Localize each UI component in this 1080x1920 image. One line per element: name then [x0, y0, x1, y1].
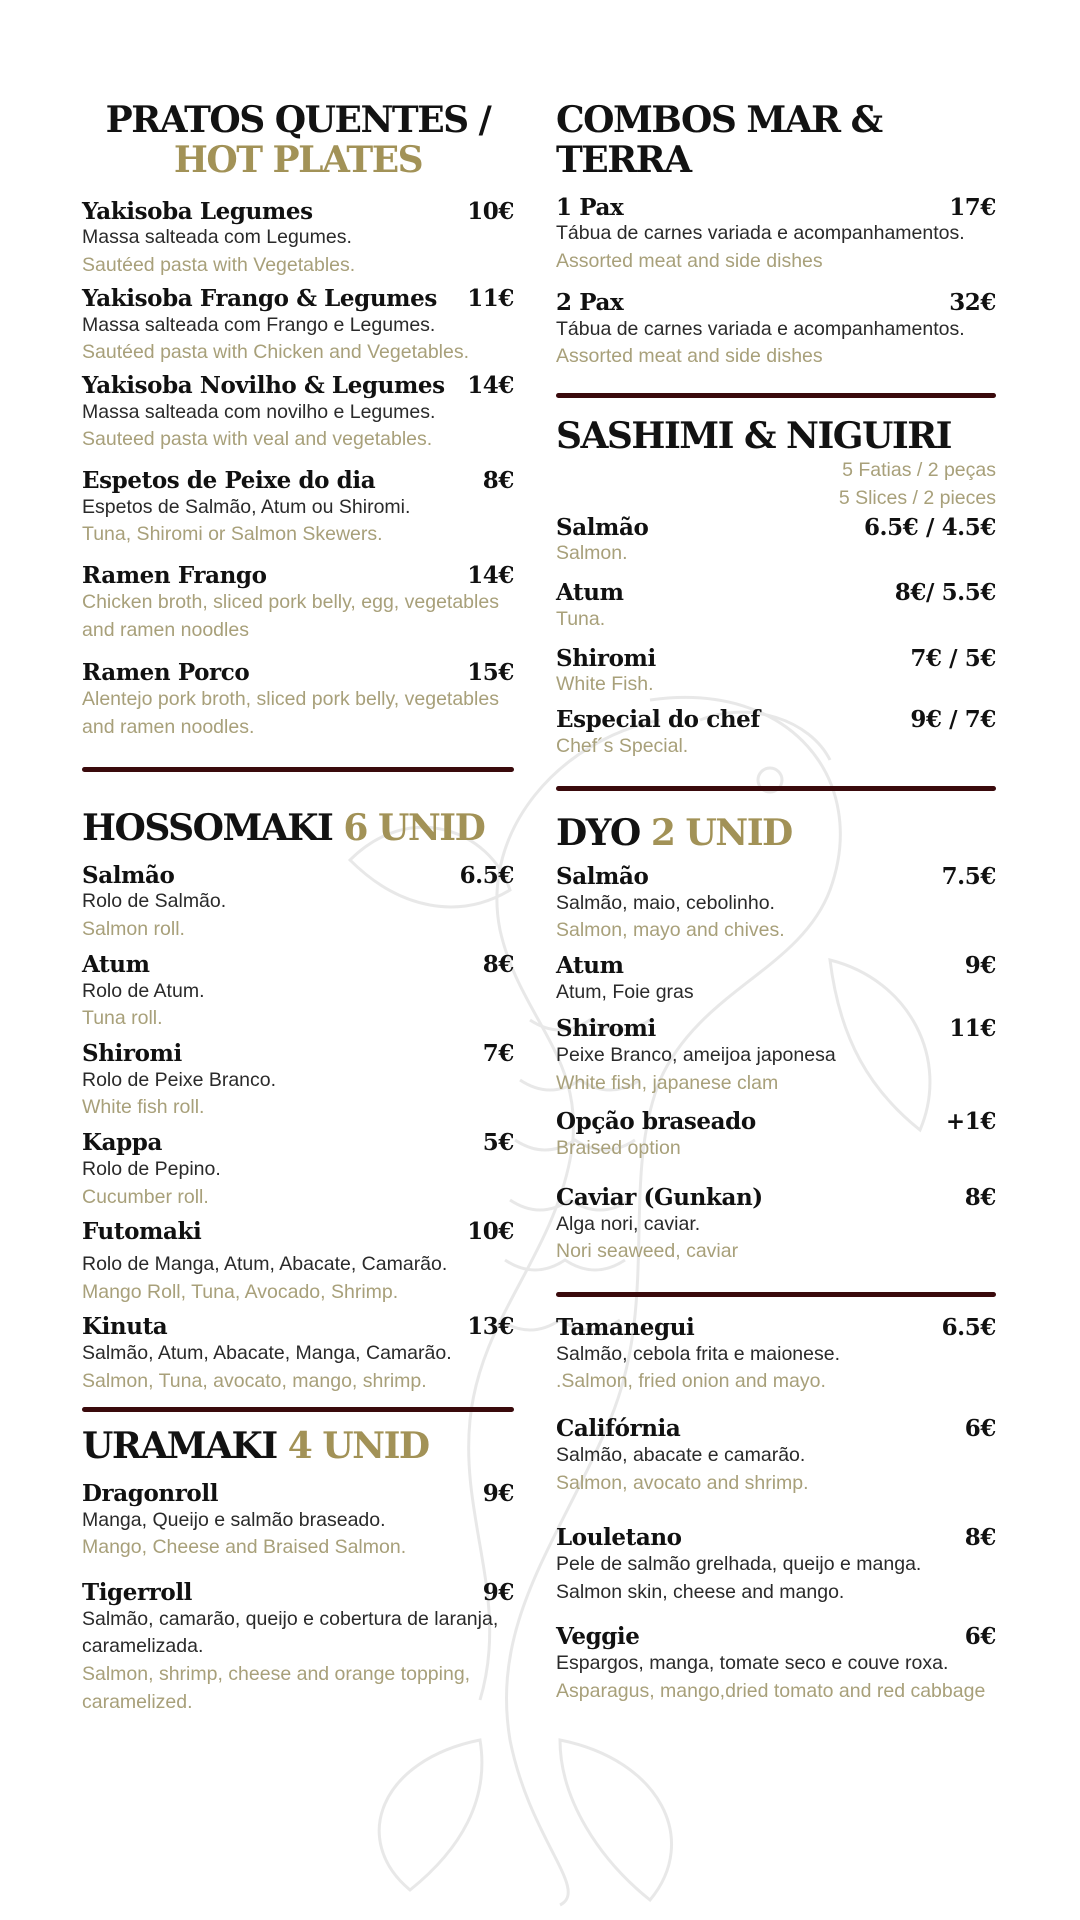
item-desc-en: Salmon, avocato and shrimp. [556, 1471, 809, 1494]
item-desc-pt: Salmão, camarão, queijo e cobertura de laranja, caramelizada. [82, 1607, 499, 1658]
item-name: Shiromi [556, 1015, 656, 1043]
right-column [556, 100, 996, 1706]
section-divider [556, 393, 996, 398]
menu-item [82, 199, 514, 280]
item-price: 14€ [467, 562, 514, 590]
item-desc-en: White Fish. [556, 673, 654, 696]
dyo-title: DYO [556, 812, 640, 855]
item-price: 11€ [467, 284, 514, 312]
item-price: 14€ [467, 371, 514, 399]
menu-item [82, 1314, 514, 1395]
item-name: Caviar (Gunkan) [556, 1183, 763, 1211]
section-divider [556, 786, 996, 791]
item-price: 8€ [482, 467, 514, 494]
item-name: Especial do chef [556, 706, 760, 734]
item-name: Califórnia [556, 1415, 681, 1443]
menu-item [556, 290, 996, 371]
item-desc-pt: Salmão, cebola frita e maionese. [556, 1342, 840, 1365]
item-price: 7.5€ [941, 862, 996, 890]
item-desc-en: Tuna roll. [82, 1007, 163, 1030]
item-name: Salmão [556, 862, 649, 890]
item-price: 6.5€ / 4.5€ [863, 513, 996, 541]
menu-item [556, 1109, 996, 1162]
hossomaki-title: HOSSOMAKI [82, 807, 333, 850]
sashimi-title: SASHIMI & NIGUIRI [556, 414, 952, 457]
item-desc-pt: Salmão, maio, cebolinho. [556, 891, 775, 914]
item-desc-pt: Tábua de carnes variada e acompanhamentos. [556, 222, 965, 245]
item-price: 7€ [482, 1039, 514, 1067]
item-desc-pt: Manga, Queijo e salmão braseado. [82, 1508, 386, 1531]
item-desc-pt: Rolo de Peixe Branco. [82, 1068, 277, 1091]
item-desc-en: Assorted meat and side dishes [556, 345, 823, 368]
item-name: Atum [556, 579, 624, 607]
item-desc-en: Salmon roll. [82, 918, 185, 941]
menu-item [556, 707, 996, 760]
item-name: Yakisoba Frango & Legumes [82, 284, 437, 312]
hot-plates-title-en: HOT PLATES [173, 139, 423, 182]
item-price: 5€ [482, 1129, 514, 1157]
item-desc-pt: Salmão, abacate e camarão. [556, 1443, 806, 1466]
item-price: 9€ / 7€ [910, 706, 996, 734]
item-price: 9€ [482, 1578, 514, 1606]
item-price: 10€ [467, 1218, 514, 1246]
combos-heading [556, 100, 996, 181]
item-desc-en: Salmon, Tuna, avocato, mango, shrimp. [82, 1369, 427, 1392]
item-desc-pt: Massa salteada com Legumes. [82, 226, 352, 249]
menu-item [556, 953, 996, 1006]
item-desc-en: Cucumber roll. [82, 1185, 209, 1208]
menu-item [82, 1580, 514, 1717]
item-name: Yakisoba Legumes [82, 197, 313, 225]
item-desc-pt: Atum, Foie gras [556, 980, 694, 1003]
item-price: 6€ [964, 1415, 996, 1443]
item-desc-en: Tuna. [556, 607, 606, 630]
item-desc-pt: Rolo de Salmão. [82, 890, 227, 913]
sashimi-portion-note-en: 5 Slices / 2 pieces [838, 487, 996, 510]
item-name: Tamanegui [556, 1314, 695, 1342]
item-name: Shiromi [82, 1039, 182, 1067]
item-desc-en: Chicken broth, sliced pork belly, egg, vegetables and ramen noodles [82, 590, 499, 641]
item-name: 1 Pax [556, 193, 624, 221]
item-name: Kinuta [82, 1313, 168, 1341]
item-price: 11€ [949, 1015, 996, 1043]
menu-item [556, 580, 996, 633]
item-price: 6.5€ [941, 1314, 996, 1342]
section-divider [82, 767, 514, 772]
dyo-heading [556, 813, 996, 853]
item-desc-pt: Pele de salmão grelhada, queijo e manga. [556, 1553, 922, 1576]
item-desc-en: White fish, japanese clam [556, 1071, 779, 1094]
item-desc-en: Sautéed pasta with Vegetables. [82, 254, 356, 277]
hossomaki-heading [82, 808, 514, 848]
item-name: 2 Pax [556, 288, 624, 316]
item-desc-pt: Peixe Branco, ameijoa japonesa [556, 1044, 836, 1067]
item-name: Tigerroll [82, 1578, 193, 1606]
item-price: 15€ [467, 659, 514, 687]
item-desc-en: Salmon. [556, 542, 628, 565]
section-divider [556, 1292, 996, 1297]
menu-item [82, 1041, 514, 1122]
item-desc-en: Asparagus, mango,dried tomato and red cabbage [556, 1679, 986, 1702]
item-name: Atum [556, 951, 624, 979]
item-desc-en: Salmon, shrimp, cheese and orange topping, caramelized. [82, 1663, 471, 1713]
item-name: Atum [82, 950, 150, 978]
menu-item [556, 864, 996, 945]
menu-item [82, 563, 514, 644]
item-name: Shiromi [556, 644, 656, 672]
left-column [82, 100, 514, 1716]
item-price: 10€ [467, 197, 514, 225]
hot-plates-heading [82, 100, 514, 181]
uramaki-title: URAMAKI [82, 1425, 277, 1468]
menu-item [82, 1219, 514, 1306]
item-desc-en-plain: Salmon skin, cheese and mango. [556, 1580, 845, 1603]
item-desc-pt: Massa salteada com novilho e Legumes. [82, 400, 436, 423]
item-price: 6.5€ [459, 861, 514, 889]
menu-item [556, 1315, 996, 1396]
item-desc-en: Nori seaweed, caviar [556, 1240, 739, 1263]
section-divider [82, 1407, 514, 1412]
sashimi-heading [556, 416, 996, 456]
item-price: 32€ [949, 288, 996, 316]
menu-item [556, 1185, 996, 1266]
item-name: Dragonroll [82, 1479, 219, 1507]
item-desc-pt: Espetos de Salmão, Atum ou Shiromi. [82, 495, 411, 518]
item-name: Espetos de Peixe do dia [82, 467, 376, 494]
item-price: 8€/ 5.5€ [894, 579, 996, 607]
item-desc-pt: Tábua de carnes variada e acompanhamentos. [556, 317, 965, 340]
item-desc-pt: Alga nori, caviar. [556, 1212, 701, 1235]
menu-item [82, 863, 514, 944]
menu-item [82, 468, 514, 549]
item-price: 7€ / 5€ [910, 644, 996, 672]
menu-item [82, 952, 514, 1033]
item-desc-en: White fish roll. [82, 1096, 205, 1119]
item-desc-en: Salmon, mayo and chives. [556, 919, 785, 942]
item-desc-en: Alentejo pork broth, sliced pork belly, vegetables and ramen noodles. [82, 688, 499, 738]
sashimi-portion-note-pt: 5 Fatias / 2 peças [842, 459, 996, 482]
menu-item [556, 1016, 996, 1097]
item-desc-en: Mango, Cheese and Braised Salmon. [82, 1536, 407, 1559]
menu-item [556, 646, 996, 699]
combos-title: COMBOS MAR & TERRA [556, 99, 882, 182]
menu-item [556, 1416, 996, 1497]
item-desc-pt: Salmão, Atum, Abacate, Manga, Camarão. [82, 1342, 452, 1365]
item-price: 13€ [467, 1313, 514, 1341]
item-desc-pt: Rolo de Atum. [82, 979, 205, 1002]
item-desc-pt: Rolo de Pepino. [82, 1157, 221, 1180]
menu-item [82, 286, 514, 367]
item-name: Louletano [556, 1524, 682, 1552]
item-name: Opção braseado [556, 1108, 756, 1136]
item-name: Ramen Porco [82, 659, 250, 687]
hossomaki-count: 6 UNID [343, 807, 485, 850]
item-price: 17€ [949, 193, 996, 221]
menu-item [556, 195, 996, 276]
item-desc-en: Assorted meat and side dishes [556, 250, 823, 273]
item-price: 6€ [964, 1623, 996, 1651]
item-price: 8€ [964, 1524, 996, 1552]
menu-item [82, 1481, 514, 1562]
menu-item [82, 1130, 514, 1211]
item-name: Yakisoba Novilho & Legumes [82, 371, 445, 399]
item-desc-pt: Rolo de Manga, Atum, Abacate, Camarão. [82, 1252, 448, 1275]
item-name: Salmão [82, 861, 175, 889]
menu-item [82, 373, 514, 454]
item-desc-en: Sautéed pasta with Chicken and Vegetables. [82, 341, 470, 364]
uramaki-count: 4 UNID [287, 1425, 429, 1468]
menu-item [556, 515, 996, 568]
item-price: +1€ [945, 1108, 996, 1136]
item-name: Kappa [82, 1129, 162, 1157]
item-price: 8€ [964, 1183, 996, 1211]
menu-item [556, 1525, 996, 1606]
item-price: 8€ [482, 950, 514, 978]
item-desc-en: Sauteed pasta with veal and vegetables. [82, 428, 433, 451]
item-price: 9€ [964, 951, 996, 979]
item-desc-en: Tuna, Shiromi or Salmon Skewers. [82, 523, 383, 546]
item-desc-pt: Massa salteada com Frango e Legumes. [82, 313, 436, 336]
item-desc-en: Braised option [556, 1137, 681, 1160]
hot-plates-title-pt: PRATOS QUENTES / [105, 99, 491, 141]
item-desc-pt: Espargos, manga, tomate seco e couve roxa. [556, 1652, 949, 1675]
item-name: Veggie [556, 1623, 640, 1651]
menu-item [556, 1624, 996, 1705]
item-name: Salmão [556, 513, 649, 541]
menu-item [82, 660, 514, 741]
item-desc-en: .Salmon, fried onion and mayo. [556, 1370, 826, 1393]
item-name: Futomaki [82, 1218, 202, 1246]
uramaki-heading [82, 1426, 514, 1466]
item-desc-en: Chef´s Special. [556, 734, 689, 757]
item-name: Ramen Frango [82, 562, 267, 590]
dyo-count: 2 UNID [650, 812, 792, 855]
item-price: 9€ [482, 1479, 514, 1507]
item-desc-en: Mango Roll, Tuna, Avocado, Shrimp. [82, 1280, 399, 1303]
